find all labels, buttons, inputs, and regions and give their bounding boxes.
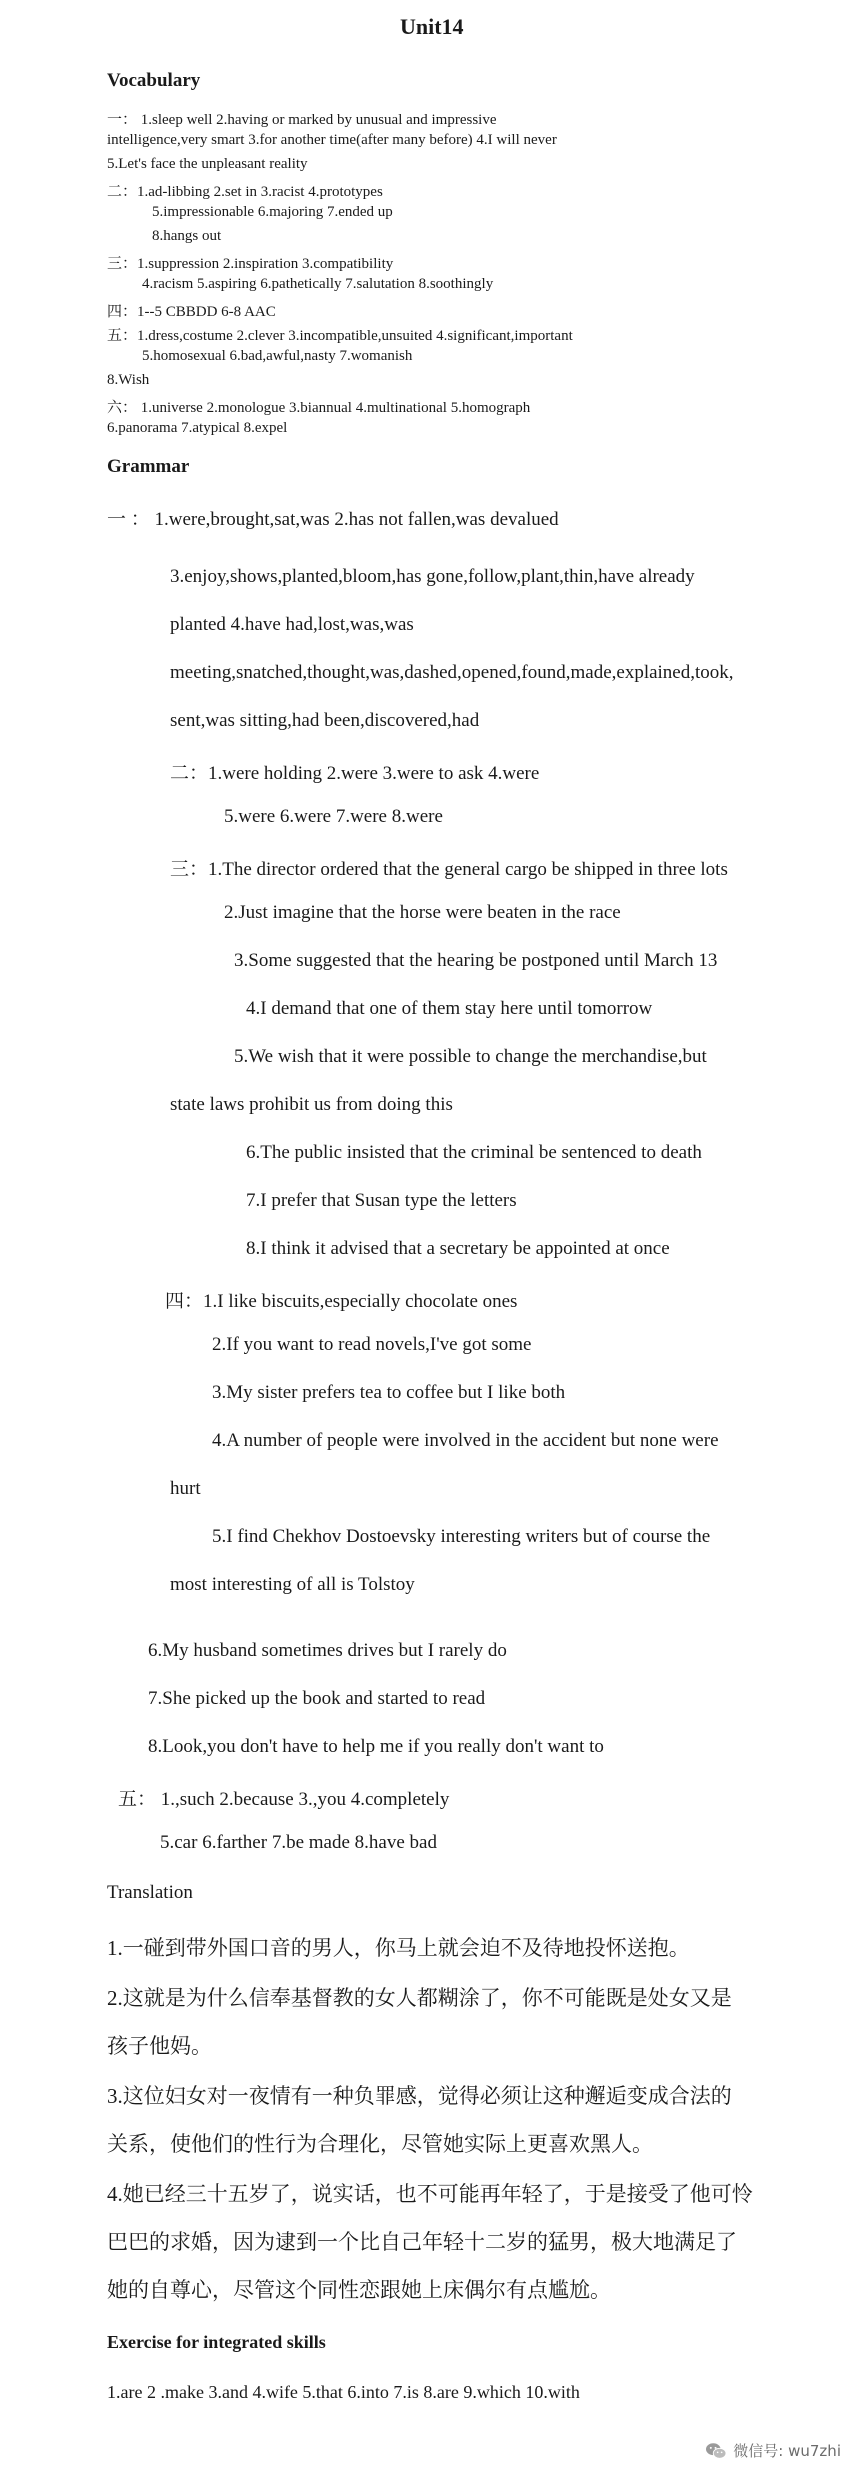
grammar-line: sent,was sitting,had been,discovered,had: [170, 710, 480, 731]
grammar-line: 3.enjoy,shows,planted,bloom,has gone,follow,plant,thin,have already: [170, 566, 695, 587]
vocabulary-line: 8.Wish: [107, 372, 150, 388]
grammar-line: 5.were 6.were 7.were 8.were: [224, 806, 443, 827]
watermark: [705, 2440, 841, 2461]
vocabulary-line: 6.panorama 7.atypical 8.expel: [107, 420, 288, 436]
grammar-line: 4.A number of people were involved in the accident but none were: [212, 1430, 719, 1451]
vocabulary-line: intelligence,very smart 3.for another time(after many before) 4.I will never: [107, 132, 557, 148]
grammar-line: 四：1.I like biscuits,especially chocolate ones: [165, 1291, 518, 1312]
grammar-line: 8.I think it advised that a secretary be appointed at once: [246, 1238, 670, 1259]
translation-line: 3.这位妇女对一夜情有一种负罪感，觉得必须让这种邂逅变成合法的: [107, 2084, 732, 2108]
translation-line: 1.一碰到带外国口音的男人，你马上就会迫不及待地投怀送抱。: [107, 1936, 690, 1960]
grammar-line: 5.We wish that it were possible to change the merchandise,but: [234, 1046, 707, 1067]
grammar-line: 6.The public insisted that the criminal be sentenced to death: [246, 1142, 702, 1163]
exercise-heading: Exercise for integrated skills: [107, 2332, 326, 2352]
grammar-line: 二：1.were holding 2.were 3.were to ask 4.were: [170, 763, 540, 784]
vocabulary-line: 四：1--5 CBBDD 6-8 AAC: [107, 304, 276, 320]
translation-line: 她的自尊心，尽管这个同性恋跟她上床偶尔有点尴尬。: [107, 2278, 611, 2302]
watermark-text: 微信号: wu7zhi: [733, 2442, 841, 2460]
vocabulary-line: 4.racism 5.aspiring 6.pathetically 7.salutation 8.soothingly: [142, 276, 494, 292]
vocabulary-line: 8.hangs out: [152, 228, 222, 244]
translation-line: 孩子他妈。: [107, 2034, 212, 2058]
exercise-line: 1.are 2 .make 3.and 4.wife 5.that 6.into 7.is 8.are 9.which 10.with: [107, 2382, 580, 2402]
vocabulary-line: 5.impressionable 6.majoring 7.ended up: [152, 204, 393, 220]
grammar-line: 4.I demand that one of them stay here until tomorrow: [246, 998, 653, 1019]
grammar-line: most interesting of all is Tolstoy: [170, 1574, 415, 1595]
vocabulary-line: 一： 1.sleep well 2.having or marked by unusual and impressive: [107, 112, 497, 128]
grammar-line: 8.Look,you don't have to help me if you really don't want to: [148, 1736, 604, 1757]
grammar-line: 2.Just imagine that the horse were beaten in the race: [224, 902, 621, 923]
grammar-line: planted 4.have had,lost,was,was: [170, 614, 414, 635]
vocabulary-line: 5.Let's face the unpleasant reality: [107, 156, 308, 172]
grammar-line: state laws prohibit us from doing this: [170, 1094, 453, 1115]
page-title: Unit14: [400, 14, 464, 39]
translation-line: 关系，使他们的性行为合理化，尽管她实际上更喜欢黑人。: [107, 2132, 653, 2156]
grammar-line: 5.I find Chekhov Dostoevsky interesting writers but of course the: [212, 1526, 711, 1547]
grammar-heading: Grammar: [107, 456, 190, 477]
translation-heading: Translation: [107, 1882, 193, 1903]
wechat-logo-icon: [705, 2441, 727, 2461]
grammar-line: 3.My sister prefers tea to coffee but I like both: [212, 1382, 566, 1403]
grammar-line: 6.My husband sometimes drives but I rarely do: [148, 1640, 507, 1661]
vocabulary-line: 三：1.suppression 2.inspiration 3.compatibility: [107, 256, 394, 272]
grammar-line: 5.car 6.farther 7.be made 8.have bad: [160, 1832, 437, 1853]
grammar-line: hurt: [170, 1478, 201, 1499]
translation-line: 4.她已经三十五岁了，说实话，也不可能再年轻了，于是接受了他可怜: [107, 2182, 753, 2206]
vocabulary-line: 二：1.ad-libbing 2.set in 3.racist 4.prototypes: [107, 184, 383, 200]
grammar-line: 2.If you want to read novels,I've got some: [212, 1334, 532, 1355]
translation-line: 2.这就是为什么信奉基督教的女人都糊涂了，你不可能既是处女又是: [107, 1986, 732, 2010]
vocabulary-heading: Vocabulary: [107, 70, 201, 91]
grammar-line: 3.Some suggested that the hearing be postponed until March 13: [234, 950, 718, 971]
grammar-line: 7.She picked up the book and started to read: [148, 1688, 486, 1709]
vocabulary-line: 5.homosexual 6.bad,awful,nasty 7.womanish: [142, 348, 413, 364]
vocabulary-line: 六： 1.universe 2.monologue 3.biannual 4.multinational 5.homograph: [107, 400, 531, 416]
grammar-line: 一 ： 1.were,brought,sat,was 2.has not fallen,was devalued: [107, 509, 559, 530]
grammar-line: meeting,snatched,thought,was,dashed,opened,found,made,explained,took,: [170, 662, 734, 683]
grammar-line: 7.I prefer that Susan type the letters: [246, 1190, 517, 1211]
translation-line: 巴巴的求婚，因为逮到一个比自己年轻十二岁的猛男，极大地满足了: [107, 2230, 737, 2254]
grammar-line: 五： 1.,such 2.because 3.,you 4.completely: [118, 1789, 450, 1810]
grammar-line: 三：1.The director ordered that the general cargo be shipped in three lots: [170, 859, 728, 880]
vocabulary-line: 五：1.dress,costume 2.clever 3.incompatible,unsuited 4.significant,important: [107, 328, 573, 344]
